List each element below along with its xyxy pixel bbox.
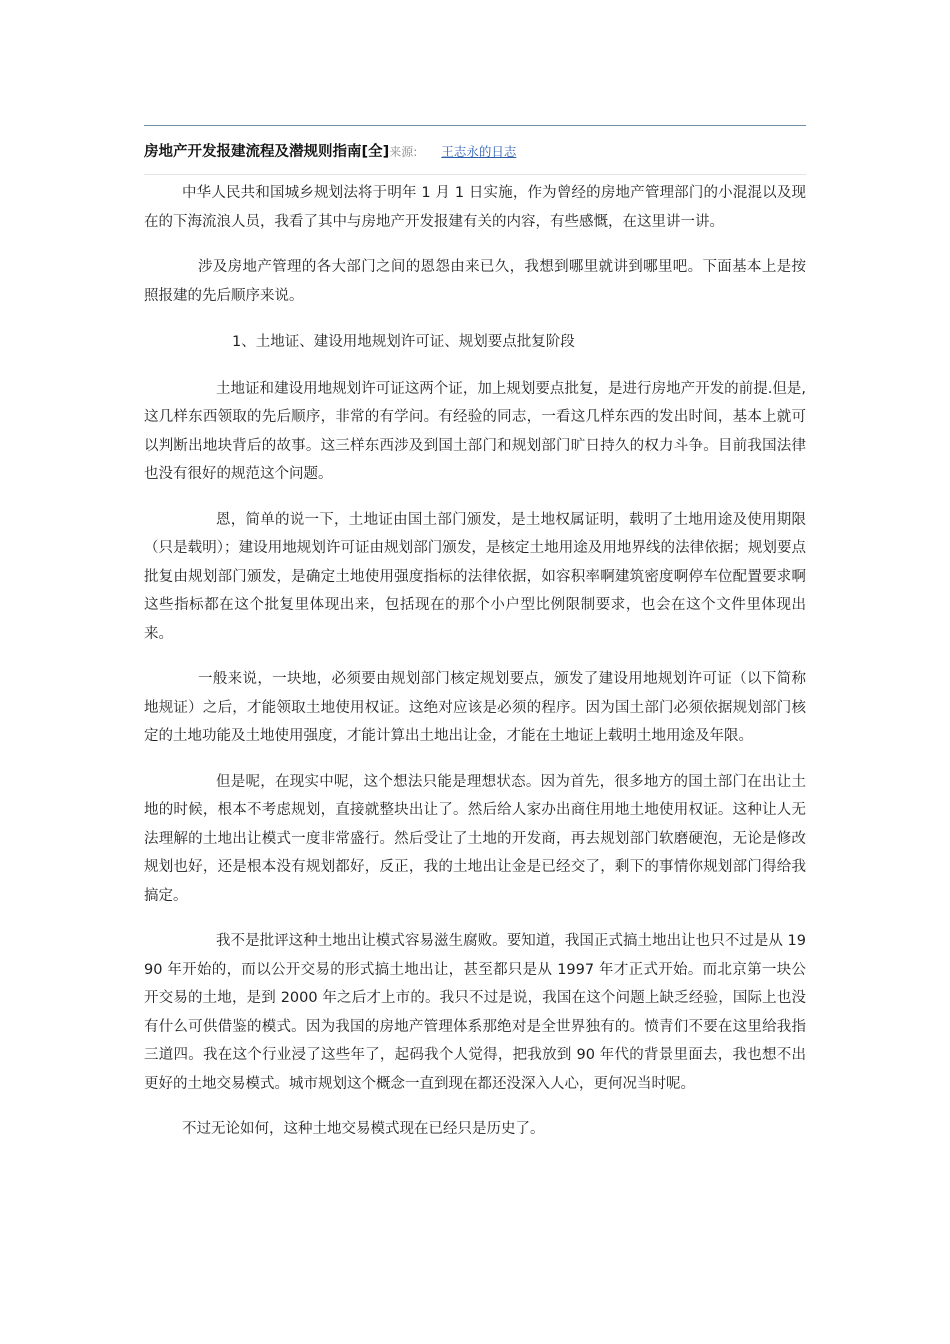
title-divider xyxy=(144,174,806,175)
paragraph-conclusion: 不过无论如何，这种土地交易模式现在已经只是历史了。 xyxy=(182,1121,545,1137)
paragraph-history: 我不是批评这种土地出让模式容易滋生腐败。要知道，我国正式搞土地出让也只不过是从 1990 年开始的，而以公开交易的形式搞土地出让，甚至都只是从 1997 年才正式开始。而北京第一块公开交易的土地，是到 2000 年之后才上市的。我只不过是说，我国在这个问题上缺乏经验，国际上也没有什么可供借鉴的模式。因为我国的房地产管理体系那绝对是全世界独有的。愤青们不要在这里给我指三道四。我在这个行业浸了这些年了，起码我个人觉得，把我放到 90 年代的背景里面去，我也想不出更好的土地交易模式。城市规划这个概念一直到现在都还没深入人心，更何况当时呢。 xyxy=(144,933,806,1092)
paragraph-procedure: 一般来说，一块地，必须要由规划部门核定规划要点，颁发了建设用地规划许可证（以下简称地规证）之后，才能领取土地使用权证。这绝对应该是必须的程序。因为国土部门必须依据规划部门核定的土地功能及土地使用强度，才能计算出土地出让金，才能在土地证上载明土地用途及年限。 xyxy=(144,671,806,744)
section-heading: 1、土地证、建设用地规划许可证、规划要点批复阶段 xyxy=(232,334,575,350)
paragraph-intro: 中华人民共和国城乡规划法将于明年 1 月 1 日实施，作为曾经的房地产管理部门的小混混以及现在的下海流浪人员，我看了其中与房地产开发报建有关的内容，有些感慨，在这里讲一讲。 xyxy=(144,185,806,230)
paragraph-explanation: 恩，简单的说一下，土地证由国土部门颁发，是土地权属证明，载明了土地用途及使用期限（只是载明）；建设用地规划许可证由规划部门颁发，是核定土地用途及用地界线的法律依据；规划要点批复由规划部门颁发，是确定土地使用强度指标的法律依据，如容积率啊建筑密度啊停车位配置要求啊这些指标都在这个批复里体现出来，包括现在的那个小户型比例限制要求，也会在这个文件里体现出来。 xyxy=(144,511,806,642)
top-divider xyxy=(144,125,806,126)
title-row xyxy=(144,142,806,162)
paragraph-background: 涉及房地产管理的各大部门之间的恩怨由来已久，我想到哪里就讲到哪里吧。下面基本上是按照报建的先后顺序来说。 xyxy=(144,259,806,304)
source-link[interactable]: 王志永的日志 xyxy=(441,144,517,159)
article-title: 房地产开发报建流程及潜规则指南[全] xyxy=(144,144,390,160)
source-label: 来源: xyxy=(389,145,418,159)
article xyxy=(144,125,806,1144)
paragraph-three-documents: 土地证和建设用地规划许可证这两个证，加上规划要点批复，是进行房地产开发的前提.但是,这几样东西领取的先后顺序，非常的有学问。有经验的同志，一看这几样东西的发出时间，基本上就可以判断出地块背后的故事。这三样东西涉及到国土部门和规划部门旷日持久的权力斗争。目前我国法律也没有很好的规范这个问题。 xyxy=(144,380,806,482)
paragraph-reality: 但是呢，在现实中呢，这个想法只能是理想状态。因为首先，很多地方的国土部门在出让土地的时候，根本不考虑规划，直接就整块出让了。然后给人家办出商住用地土地使用权证。这种让人无法理解的土地出让模式一度非常盛行。然后受让了土地的开发商，再去规划部门软磨硬泡，无论是修改规划也好，还是根本没有规划都好，反正，我的土地出让金是已经交了，剩下的事情你规划部门得给我搞定。 xyxy=(144,773,806,904)
